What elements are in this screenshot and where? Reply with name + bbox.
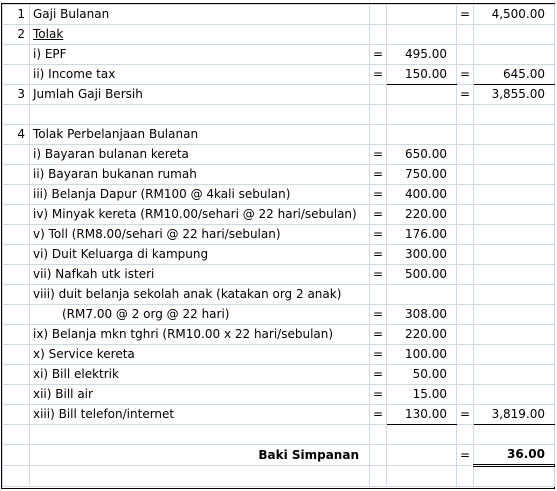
equals-sign-cell[interactable] [457,345,474,365]
spreadsheet [1,3,555,489]
description-cell[interactable]: ix) Belanja mkn tghri (RM10.00 x 22 hari/sebulan) [30,325,370,345]
equals-sign-cell[interactable] [457,265,474,285]
equals-sign-cell[interactable] [370,5,387,25]
row-number-cell[interactable] [3,405,30,425]
sub-amount-cell[interactable] [387,425,457,445]
description-cell[interactable]: Tolak [30,25,370,45]
equals-sign-cell[interactable] [370,125,387,145]
total-amount-cell[interactable] [474,325,555,345]
total-amount-cell[interactable] [474,345,555,365]
table-row [3,25,555,45]
sub-amount-cell[interactable]: 400.00 [387,185,457,205]
equals-sign-cell[interactable] [457,365,474,385]
table-row [3,65,555,85]
sub-amount-cell[interactable]: 15.00 [387,385,457,405]
sub-amount-cell[interactable]: 100.00 [387,345,457,365]
row-number-cell[interactable] [3,325,30,345]
total-amount-cell[interactable] [474,185,555,205]
total-amount-cell[interactable]: 4,500.00 [474,5,555,25]
total-amount-cell[interactable] [474,25,555,45]
table-row [3,45,555,65]
row-number-cell[interactable] [3,65,30,85]
row-number-cell[interactable] [3,305,30,325]
table-row [3,305,555,325]
row-number-cell[interactable]: 4 [3,125,30,145]
description-cell[interactable]: vi) Duit Keluarga di kampung [30,245,370,265]
sub-amount-cell[interactable] [387,105,457,125]
table-row [3,466,555,487]
equals-sign-cell[interactable] [370,466,387,487]
equals-sign-cell[interactable] [457,25,474,45]
equals-sign-cell[interactable] [370,285,387,305]
description-cell[interactable]: iv) Minyak kereta (RM10.00/sehari @ 22 hari/sebulan) [30,205,370,225]
table-row [3,425,555,445]
table-row [3,385,555,405]
sub-amount-cell[interactable]: 308.00 [387,305,457,325]
table-row [3,405,555,425]
equals-sign-cell[interactable] [370,445,387,466]
table-row [3,265,555,285]
table-row [3,125,555,145]
total-amount-cell[interactable] [474,466,555,487]
equals-sign-cell[interactable] [457,165,474,185]
equals-sign-cell[interactable] [457,205,474,225]
description-cell[interactable]: Jumlah Gaji Bersih [30,85,370,105]
equals-sign-cell[interactable] [457,285,474,305]
equals-sign-cell[interactable]: = [370,365,387,385]
description-cell[interactable]: Baki Simpanan [30,445,370,466]
total-amount-cell[interactable] [474,245,555,265]
equals-sign-cell[interactable]: = [370,45,387,65]
row-number-cell[interactable] [3,45,30,65]
sub-amount-cell[interactable]: 300.00 [387,245,457,265]
sub-amount-cell[interactable]: 500.00 [387,265,457,285]
total-amount-cell[interactable] [474,305,555,325]
equals-sign-cell[interactable]: = [370,405,387,425]
row-number-cell[interactable] [3,145,30,165]
total-amount-cell[interactable]: 645.00 [474,65,555,85]
equals-sign-cell[interactable] [370,105,387,125]
equals-sign-cell[interactable] [457,125,474,145]
table-row [3,105,555,125]
equals-sign-cell[interactable] [457,466,474,487]
sub-amount-cell[interactable]: 750.00 [387,165,457,185]
total-amount-cell[interactable]: 3,855.00 [474,85,555,105]
sub-amount-cell[interactable] [387,125,457,145]
equals-sign-cell[interactable]: = [370,385,387,405]
total-amount-cell[interactable] [474,205,555,225]
equals-sign-cell[interactable] [457,325,474,345]
equals-sign-cell[interactable]: = [370,225,387,245]
equals-sign-cell[interactable] [457,305,474,325]
equals-sign-cell[interactable] [457,105,474,125]
row-number-cell[interactable] [3,105,30,125]
equals-sign-cell[interactable] [457,145,474,165]
table-row [3,285,555,305]
equals-sign-cell[interactable] [457,45,474,65]
sub-amount-cell[interactable] [387,285,457,305]
table-row [3,5,555,25]
description-cell[interactable]: x) Service kereta [30,345,370,365]
row-number-cell[interactable] [3,165,30,185]
description-cell[interactable]: xi) Bill elektrik [30,365,370,385]
table-row [3,445,555,466]
description-cell[interactable]: vii) Nafkah utk isteri [30,265,370,285]
row-number-cell[interactable] [3,466,30,487]
equals-sign-cell[interactable]: = [370,205,387,225]
row-number-cell[interactable] [3,245,30,265]
equals-sign-cell[interactable]: = [457,445,474,466]
description-cell[interactable] [30,105,370,125]
total-amount-cell[interactable] [474,145,555,165]
equals-sign-cell[interactable] [457,185,474,205]
equals-sign-cell[interactable]: = [370,245,387,265]
table-row [3,345,555,365]
table-row [3,225,555,245]
sub-amount-cell[interactable]: 495.00 [387,45,457,65]
table-row [3,165,555,185]
total-amount-cell[interactable] [474,365,555,385]
table-row [3,325,555,345]
row-number-cell[interactable] [3,285,30,305]
description-cell[interactable]: ii) Bayaran bukanan rumah [30,165,370,185]
row-number-cell[interactable] [3,205,30,225]
row-number-cell[interactable] [3,365,30,385]
equals-sign-cell[interactable] [370,425,387,445]
description-cell[interactable]: viii) duit belanja sekolah anak (katakan org 2 anak) [30,285,370,305]
total-amount-cell[interactable] [474,265,555,285]
description-cell[interactable]: ii) Income tax [30,65,370,85]
row-number-cell[interactable] [3,445,30,466]
total-amount-cell[interactable] [474,125,555,145]
equals-sign-cell[interactable]: = [370,265,387,285]
description-cell[interactable]: iii) Belanja Dapur (RM100 @ 4kali sebulan) [30,185,370,205]
row-number-cell[interactable] [3,345,30,365]
row-number-cell[interactable] [3,425,30,445]
equals-sign-cell[interactable] [457,225,474,245]
equals-sign-cell[interactable]: = [457,85,474,105]
equals-sign-cell[interactable]: = [457,405,474,425]
equals-sign-cell[interactable] [457,245,474,265]
description-cell[interactable]: i) EPF [30,45,370,65]
row-number-cell[interactable]: 1 [3,5,30,25]
sub-amount-cell[interactable]: 220.00 [387,325,457,345]
sub-amount-cell[interactable] [387,85,457,105]
sub-amount-cell[interactable] [387,5,457,25]
total-amount-cell[interactable] [474,285,555,305]
total-amount-cell[interactable] [474,165,555,185]
equals-sign-cell[interactable] [370,85,387,105]
equals-sign-cell[interactable]: = [370,345,387,365]
table-row [3,85,555,105]
equals-sign-cell[interactable]: = [370,65,387,85]
row-number-cell[interactable] [3,385,30,405]
sub-amount-cell[interactable]: 220.00 [387,205,457,225]
equals-sign-cell[interactable] [457,425,474,445]
table-row [3,365,555,385]
description-cell[interactable]: xii) Bill air [30,385,370,405]
equals-sign-cell[interactable]: = [370,145,387,165]
equals-sign-cell[interactable]: = [370,305,387,325]
table-row [3,185,555,205]
sub-amount-cell[interactable] [387,25,457,45]
equals-sign-cell[interactable] [370,25,387,45]
total-amount-cell[interactable]: 3,819.00 [474,405,555,425]
description-cell[interactable]: Tolak Perbelanjaan Bulanan [30,125,370,145]
description-cell[interactable] [30,466,370,487]
total-amount-cell[interactable] [474,425,555,445]
equals-sign-cell[interactable]: = [457,5,474,25]
row-number-cell[interactable]: 3 [3,85,30,105]
table-row [3,245,555,265]
row-number-cell[interactable]: 2 [3,25,30,45]
budget-table [2,4,555,487]
description-cell[interactable]: xiii) Bill telefon/internet [30,405,370,425]
total-amount-cell[interactable] [474,105,555,125]
sub-amount-cell[interactable] [387,445,457,466]
total-amount-cell[interactable] [474,45,555,65]
description-cell[interactable] [30,425,370,445]
equals-sign-cell[interactable]: = [370,325,387,345]
sub-amount-cell[interactable]: 150.00 [387,65,457,85]
description-cell[interactable]: (RM7.00 @ 2 org @ 22 hari) [30,305,370,325]
table-row [3,205,555,225]
description-cell[interactable]: v) Toll (RM8.00/sehari @ 22 hari/sebulan) [30,225,370,245]
equals-sign-cell[interactable]: = [370,185,387,205]
description-cell[interactable]: Gaji Bulanan [30,5,370,25]
sub-amount-cell[interactable] [387,466,457,487]
sub-amount-cell[interactable]: 176.00 [387,225,457,245]
total-amount-cell[interactable] [474,225,555,245]
equals-sign-cell[interactable]: = [370,165,387,185]
row-number-cell[interactable] [3,185,30,205]
total-amount-cell[interactable] [474,385,555,405]
row-number-cell[interactable] [3,225,30,245]
sub-amount-cell[interactable]: 650.00 [387,145,457,165]
description-cell[interactable]: i) Bayaran bulanan kereta [30,145,370,165]
sub-amount-cell[interactable]: 50.00 [387,365,457,385]
row-number-cell[interactable] [3,265,30,285]
equals-sign-cell[interactable]: = [457,65,474,85]
table-row [3,145,555,165]
sub-amount-cell[interactable]: 130.00 [387,405,457,425]
total-amount-cell[interactable]: 36.00 [474,445,555,466]
equals-sign-cell[interactable] [457,385,474,405]
